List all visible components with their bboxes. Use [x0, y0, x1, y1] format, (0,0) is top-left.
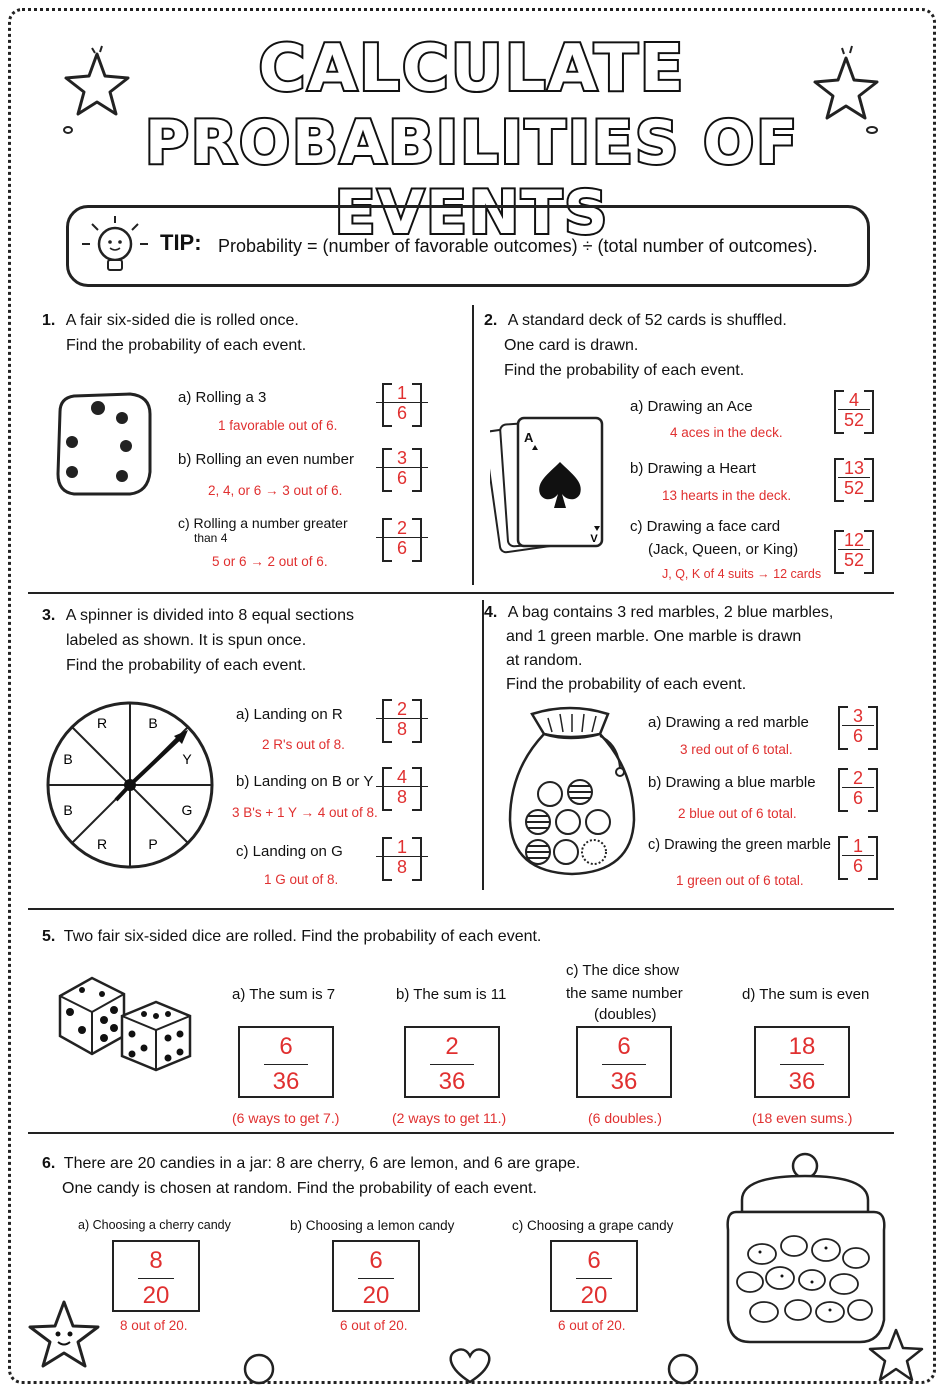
q3-number: 3. — [42, 607, 56, 624]
numerator: 2 — [396, 518, 407, 538]
tip-text: Probability = (number of favorable outcomes) ÷ (total number of outcomes). — [218, 236, 818, 256]
q3-a-fraction — [372, 699, 432, 739]
lightbulb-icon — [80, 214, 150, 282]
denominator: 8 — [396, 787, 407, 807]
denominator: 36 — [272, 1068, 300, 1095]
svg-text:V: V — [590, 533, 598, 545]
q3-part-b-note: 3 B's + 1 Y → 4 out of 8. — [232, 805, 378, 820]
q2-line2: One card is drawn. — [504, 337, 639, 354]
q2-part-a-note: 4 aces in the deck. — [670, 425, 783, 440]
spinner-label: P — [148, 836, 158, 852]
q6-part-b-label: b) Choosing a lemon candy — [290, 1218, 455, 1233]
q3-line1: A spinner is divided into 8 equal sections — [65, 607, 354, 624]
q1-part-c-note: 5 or 6 → 2 out of 6. — [212, 554, 328, 569]
denominator: 20 — [142, 1282, 170, 1309]
divider — [28, 1132, 894, 1134]
q1-part-c-label: c) Rolling a number greater — [178, 515, 348, 531]
q3-prompt — [42, 603, 462, 678]
q6-a-fraction — [112, 1240, 200, 1312]
q6-part-c-note: 6 out of 20. — [558, 1318, 626, 1333]
q5-b-fraction — [404, 1026, 500, 1098]
star-icon — [866, 1326, 926, 1384]
circle-ornament-icon — [242, 1352, 276, 1386]
q6-prompt — [42, 1151, 742, 1201]
q4-a-fraction — [838, 706, 878, 746]
denominator: 52 — [843, 410, 865, 430]
numerator: 6 — [587, 1247, 601, 1274]
card-rank: A — [524, 430, 534, 445]
numerator: 2 — [445, 1033, 459, 1060]
numerator: 18 — [788, 1033, 816, 1060]
q5-part-d-label: d) The sum is even — [742, 986, 870, 1003]
q6-part-c-label: c) Choosing a grape candy — [512, 1218, 674, 1233]
denominator: 8 — [396, 719, 407, 739]
q6-c-fraction — [550, 1240, 638, 1312]
numerator: 3 — [852, 706, 863, 726]
q5-part-c-label3: (doubles) — [594, 1006, 657, 1023]
q5-part-c-note: (6 doubles.) — [588, 1110, 662, 1126]
spinner-label: G — [181, 802, 193, 818]
q4-c-fraction — [838, 836, 878, 876]
q1-part-b-label: b) Rolling an even number — [178, 451, 354, 468]
spinner-label: B — [63, 802, 73, 818]
q1-c-fraction — [372, 518, 432, 558]
q5-number: 5. — [42, 928, 56, 945]
numerator: 2 — [396, 699, 407, 719]
q4-line3: at random. — [506, 652, 583, 669]
q3-part-b-label: b) Landing on B or Y — [236, 773, 374, 790]
candy-jar-icon — [720, 1150, 890, 1346]
q6-part-a-note: 8 out of 20. — [120, 1318, 188, 1333]
q5-part-c-label2: the same number — [566, 985, 683, 1002]
numerator: 1 — [396, 837, 407, 857]
q1-b-fraction — [372, 448, 432, 488]
q2-part-c-label2: (Jack, Queen, or King) — [648, 541, 799, 558]
denominator: 36 — [788, 1068, 816, 1095]
q4-part-c-note: 1 green out of 6 total. — [676, 873, 804, 888]
q4-b-fraction — [838, 768, 878, 808]
q3-part-a-note: 2 R's out of 8. — [262, 737, 345, 752]
page-title-line2: PROBABILITIES OF EVENTS — [144, 108, 800, 248]
q1-part-a-note: 1 favorable out of 6. — [218, 418, 338, 433]
spinner-label: B — [148, 715, 158, 731]
q3-part-c-label: c) Landing on G — [236, 843, 343, 860]
q2-part-b-label: b) Drawing a Heart — [630, 460, 756, 477]
two-dice-icon — [52, 972, 198, 1072]
q1-part-a-label: a) Rolling a 3 — [178, 389, 267, 406]
q2-a-fraction — [834, 390, 874, 430]
q5-part-b-label: b) The sum is 11 — [396, 986, 507, 1003]
denominator: 36 — [438, 1068, 466, 1095]
numerator: 6 — [369, 1247, 383, 1274]
spinner-label: R — [96, 715, 108, 731]
q5-line1: Two fair six-sided dice are rolled. Find the probability of each event. — [63, 928, 542, 945]
denominator: 8 — [396, 857, 407, 877]
numerator: 6 — [279, 1033, 293, 1060]
numerator: 4 — [848, 390, 859, 410]
denominator: 6 — [852, 726, 863, 746]
numerator: 2 — [852, 768, 863, 788]
q1-a-fraction — [372, 383, 432, 423]
circle-ornament-icon — [666, 1352, 700, 1386]
numerator: 1 — [396, 383, 407, 403]
q1-line1: A fair six-sided die is rolled once. — [65, 312, 299, 329]
marble-bag-icon — [504, 700, 640, 880]
tip-label: TIP: — [160, 230, 202, 255]
denominator: 6 — [852, 788, 863, 808]
q5-c-fraction — [576, 1026, 672, 1098]
heart-icon — [444, 1346, 496, 1386]
q3-part-c-note: 1 G out of 8. — [264, 872, 339, 887]
playing-card-icon — [490, 412, 608, 554]
spinner-label: R — [96, 836, 108, 852]
q3-line3: Find the probability of each event. — [66, 657, 307, 674]
q1-prompt — [42, 308, 462, 358]
q5-prompt — [42, 924, 742, 949]
divider — [28, 592, 894, 594]
q5-part-d-note: (18 even sums.) — [752, 1110, 853, 1126]
numerator: 4 — [396, 767, 407, 787]
q5-a-fraction — [238, 1026, 334, 1098]
numerator: 1 — [852, 836, 863, 856]
q4-part-c-label: c) Drawing the green marble — [648, 837, 831, 853]
q3-part-a-label: a) Landing on R — [236, 706, 343, 723]
q2-number: 2. — [484, 312, 498, 329]
q5-part-c-label: c) The dice show — [566, 962, 680, 979]
spinner-label: B — [63, 751, 73, 767]
q5-d-fraction — [754, 1026, 850, 1098]
die-icon — [50, 392, 156, 498]
q4-line2: and 1 green marble. One marble is drawn — [506, 628, 802, 645]
q3-b-fraction — [372, 767, 432, 807]
q4-prompt — [484, 601, 924, 697]
numerator: 8 — [149, 1247, 163, 1274]
smiling-star-icon — [26, 1298, 102, 1372]
numerator: 13 — [843, 458, 865, 478]
q2-part-b-note: 13 hearts in the deck. — [662, 488, 792, 503]
denominator: 6 — [852, 856, 863, 876]
q2-part-c-note: J, Q, K of 4 suits → 12 cards — [662, 567, 822, 581]
denominator: 20 — [362, 1282, 390, 1309]
numerator: 3 — [396, 448, 407, 468]
q3-line2: labeled as shown. It is spun once. — [66, 632, 307, 649]
denominator: 52 — [843, 478, 865, 498]
q4-part-b-note: 2 blue out of 6 total. — [678, 806, 797, 821]
denominator: 6 — [396, 403, 407, 423]
q4-line4: Find the probability of each event. — [506, 676, 747, 693]
q6-number: 6. — [42, 1155, 56, 1172]
q2-prompt — [484, 308, 904, 383]
spinner-icon — [46, 700, 216, 872]
q2-part-c-label: c) Drawing a face card — [630, 518, 781, 535]
divider — [28, 908, 894, 910]
q3-c-fraction — [372, 837, 432, 877]
q4-line1: A bag contains 3 red marbles, 2 blue marbles, — [507, 604, 834, 621]
q4-part-a-note: 3 red out of 6 total. — [680, 742, 793, 757]
q4-number: 4. — [484, 604, 498, 621]
q6-part-a-label: a) Choosing a cherry candy — [78, 1218, 231, 1232]
denominator: 52 — [843, 550, 865, 570]
spinner-label: Y — [182, 751, 192, 767]
denominator: 20 — [580, 1282, 608, 1309]
q5-part-a-label: a) The sum is 7 — [232, 986, 336, 1003]
q4-part-b-label: b) Drawing a blue marble — [648, 774, 816, 791]
q4-part-a-label: a) Drawing a red marble — [648, 714, 809, 731]
q1-number: 1. — [42, 312, 56, 329]
q5-part-b-note: (2 ways to get 11.) — [392, 1110, 507, 1126]
q6-b-fraction — [332, 1240, 420, 1312]
q1-part-c-label2: than 4 — [194, 531, 228, 545]
q6-line1: There are 20 candies in a jar: 8 are cherry, 6 are lemon, and 6 are grape. — [63, 1155, 581, 1172]
denominator: 36 — [610, 1068, 638, 1095]
q6-line2: One candy is chosen at random. Find the probability of each event. — [62, 1180, 537, 1197]
q5-part-a-note: (6 ways to get 7.) — [232, 1110, 340, 1126]
q1-part-b-note: 2, 4, or 6 → 3 out of 6. — [208, 483, 343, 498]
q1-line2: Find the probability of each event. — [66, 337, 307, 354]
q2-line3: Find the probability of each event. — [504, 362, 745, 379]
q2-c-fraction — [834, 530, 874, 570]
numerator: 6 — [617, 1033, 631, 1060]
q6-part-b-note: 6 out of 20. — [340, 1318, 408, 1333]
numerator: 12 — [843, 530, 865, 550]
page-title-line1: CALCULATE — [258, 32, 686, 106]
denominator: 6 — [396, 468, 407, 488]
q2-part-a-label: a) Drawing an Ace — [630, 398, 753, 415]
divider — [472, 305, 474, 585]
denominator: 6 — [396, 538, 407, 558]
q2-line1: A standard deck of 52 cards is shuffled. — [507, 312, 787, 329]
q2-b-fraction — [834, 458, 874, 498]
